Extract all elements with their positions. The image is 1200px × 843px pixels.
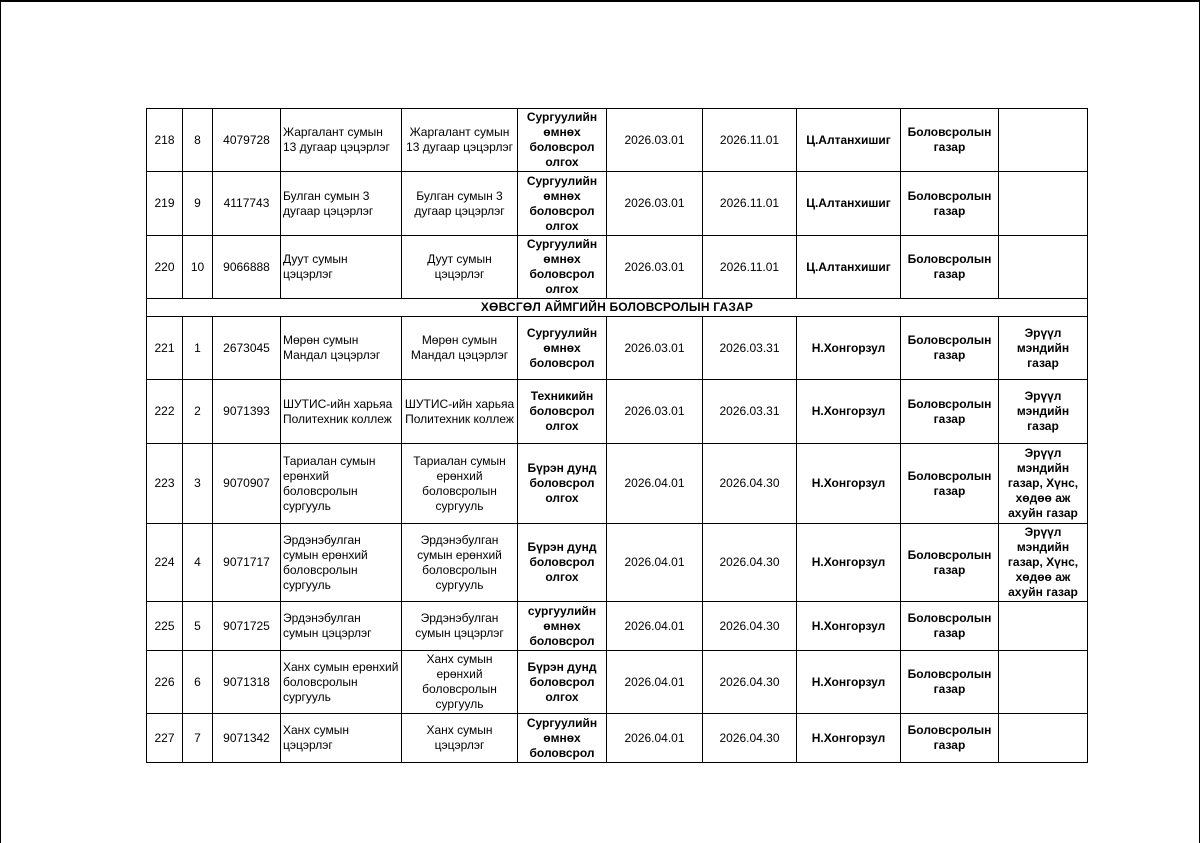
row-number-cell: 219 [147, 172, 183, 236]
organization-name-cell: Тариалан сумын ерөнхий боловсролын сургууль [281, 444, 402, 524]
table-row [147, 172, 1088, 236]
table-row [147, 714, 1088, 763]
registry-number-cell: 9070907 [213, 444, 281, 524]
organization-name-alt-cell: Тариалан сумын ерөнхий боловсролын сургууль [402, 444, 518, 524]
responsible-person-cell: Н.Хонгорзул [797, 524, 901, 602]
section-title: ХӨВСГӨЛ АЙМГИЙН БОЛОВСРОЛЫН ГАЗАР [147, 299, 1088, 317]
responsible-org-cell: Боловсролын газар [901, 172, 999, 236]
activity-type-cell: Бүрэн дунд боловсрол олгох [518, 651, 607, 714]
section-header [147, 299, 1088, 317]
organization-name-cell: Булган сумын 3 дугаар цэцэрлэг [281, 172, 402, 236]
partner-orgs-cell [999, 602, 1088, 651]
table-row [147, 236, 1088, 299]
responsible-person-cell: Н.Хонгорзул [797, 714, 901, 763]
registry-number-cell: 9066888 [213, 236, 281, 299]
row-number-cell: 227 [147, 714, 183, 763]
table-row [147, 317, 1088, 380]
organization-name-alt-cell: ШУТИС-ийн харьяа Политехник коллеж [402, 380, 518, 444]
row-number-cell: 223 [147, 444, 183, 524]
start-date-cell: 2026.04.01 [607, 602, 703, 651]
organization-name-cell: Жаргалант сумын 13 дугаар цэцэрлэг [281, 109, 402, 172]
responsible-org-cell: Боловсролын газар [901, 444, 999, 524]
sub-index-cell: 9 [183, 172, 213, 236]
partner-orgs-cell [999, 109, 1088, 172]
table-row [147, 109, 1088, 172]
responsible-org-cell: Боловсролын газар [901, 317, 999, 380]
organization-name-cell: Эрдэнэбулган сумын ерөнхий боловсролын сургууль [281, 524, 402, 602]
organization-name-alt-cell: Жаргалант сумын 13 дугаар цэцэрлэг [402, 109, 518, 172]
sub-index-cell: 1 [183, 317, 213, 380]
partner-orgs-cell [999, 651, 1088, 714]
registry-number-cell: 9071393 [213, 380, 281, 444]
partner-orgs-cell: Эрүүл мэндийн газар [999, 317, 1088, 380]
activity-type-cell: Бүрэн дунд боловсрол олгох [518, 524, 607, 602]
table-row [147, 524, 1088, 602]
end-date-cell: 2026.03.31 [703, 317, 797, 380]
organization-name-cell: Дуут сумын цэцэрлэг [281, 236, 402, 299]
inspection-schedule-table [146, 108, 1088, 763]
sub-index-cell: 2 [183, 380, 213, 444]
sub-index-cell: 10 [183, 236, 213, 299]
start-date-cell: 2026.04.01 [607, 444, 703, 524]
organization-name-alt-cell: Эрдэнэбулган сумын цэцэрлэг [402, 602, 518, 651]
sub-index-cell: 5 [183, 602, 213, 651]
registry-number-cell: 9071717 [213, 524, 281, 602]
registry-number-cell: 9071725 [213, 602, 281, 651]
sub-index-cell: 8 [183, 109, 213, 172]
activity-type-cell: Сургуулийн өмнөх боловсрол олгох [518, 172, 607, 236]
organization-name-alt-cell: Мөрөн сумын Мандал цэцэрлэг [402, 317, 518, 380]
activity-type-cell: Сургуулийн өмнөх боловсрол [518, 714, 607, 763]
activity-type-cell: Сургуулийн өмнөх боловсрол олгох [518, 236, 607, 299]
activity-type-cell: Техникийн боловсрол олгох [518, 380, 607, 444]
rows-after-section [147, 317, 1088, 763]
responsible-person-cell: Н.Хонгорзул [797, 444, 901, 524]
organization-name-cell: Ханх сумын ерөнхий боловсролын сургууль [281, 651, 402, 714]
row-number-cell: 226 [147, 651, 183, 714]
responsible-org-cell: Боловсролын газар [901, 602, 999, 651]
sub-index-cell: 6 [183, 651, 213, 714]
partner-orgs-cell: Эрүүл мэндийн газар, Хүнс, хөдөө аж ахуйн газар [999, 444, 1088, 524]
activity-type-cell: Сургуулийн өмнөх боловсрол олгох [518, 109, 607, 172]
responsible-person-cell: Н.Хонгорзул [797, 602, 901, 651]
partner-orgs-cell [999, 714, 1088, 763]
responsible-org-cell: Боловсролын газар [901, 714, 999, 763]
table-row [147, 651, 1088, 714]
activity-type-cell: Бүрэн дунд боловсрол олгох [518, 444, 607, 524]
sub-index-cell: 4 [183, 524, 213, 602]
organization-name-alt-cell: Ханх сумын цэцэрлэг [402, 714, 518, 763]
activity-type-cell: сургуулийн өмнөх боловсрол [518, 602, 607, 651]
organization-name-alt-cell: Эрдэнэбулган сумын ерөнхий боловсролын сургууль [402, 524, 518, 602]
responsible-person-cell: Ц.Алтанхишиг [797, 172, 901, 236]
organization-name-cell: Мөрөн сумын Мандал цэцэрлэг [281, 317, 402, 380]
start-date-cell: 2026.03.01 [607, 317, 703, 380]
start-date-cell: 2026.03.01 [607, 380, 703, 444]
start-date-cell: 2026.03.01 [607, 109, 703, 172]
end-date-cell: 2026.03.31 [703, 380, 797, 444]
responsible-person-cell: Ц.Алтанхишиг [797, 109, 901, 172]
row-number-cell: 221 [147, 317, 183, 380]
end-date-cell: 2026.04.30 [703, 651, 797, 714]
sub-index-cell: 7 [183, 714, 213, 763]
registry-number-cell: 9071342 [213, 714, 281, 763]
organization-name-alt-cell: Булган сумын 3 дугаар цэцэрлэг [402, 172, 518, 236]
responsible-org-cell: Боловсролын газар [901, 651, 999, 714]
registry-number-cell: 4079728 [213, 109, 281, 172]
organization-name-alt-cell: Ханх сумын ерөнхий боловсролын сургууль [402, 651, 518, 714]
responsible-org-cell: Боловсролын газар [901, 236, 999, 299]
end-date-cell: 2026.04.30 [703, 602, 797, 651]
row-number-cell: 222 [147, 380, 183, 444]
responsible-org-cell: Боловсролын газар [901, 524, 999, 602]
organization-name-alt-cell: Дуут сумын цэцэрлэг [402, 236, 518, 299]
partner-orgs-cell: Эрүүл мэндийн газар, Хүнс, хөдөө аж ахуйн газар [999, 524, 1088, 602]
start-date-cell: 2026.03.01 [607, 172, 703, 236]
responsible-org-cell: Боловсролын газар [901, 380, 999, 444]
start-date-cell: 2026.04.01 [607, 714, 703, 763]
organization-name-cell: Ханх сумын цэцэрлэг [281, 714, 402, 763]
end-date-cell: 2026.04.30 [703, 444, 797, 524]
end-date-cell: 2026.11.01 [703, 172, 797, 236]
responsible-person-cell: Н.Хонгорзул [797, 651, 901, 714]
responsible-person-cell: Ц.Алтанхишиг [797, 236, 901, 299]
table-row [147, 444, 1088, 524]
partner-orgs-cell: Эрүүл мэндийн газар [999, 380, 1088, 444]
responsible-person-cell: Н.Хонгорзул [797, 380, 901, 444]
end-date-cell: 2026.04.30 [703, 714, 797, 763]
organization-name-cell: Эрдэнэбулган сумын цэцэрлэг [281, 602, 402, 651]
responsible-person-cell: Н.Хонгорзул [797, 317, 901, 380]
end-date-cell: 2026.11.01 [703, 236, 797, 299]
activity-type-cell: Сургуулийн өмнөх боловсрол [518, 317, 607, 380]
organization-name-cell: ШУТИС-ийн харьяа Политехник коллеж [281, 380, 402, 444]
table-row [147, 380, 1088, 444]
partner-orgs-cell [999, 172, 1088, 236]
row-number-cell: 218 [147, 109, 183, 172]
responsible-org-cell: Боловсролын газар [901, 109, 999, 172]
registry-number-cell: 9071318 [213, 651, 281, 714]
registry-number-cell: 2673045 [213, 317, 281, 380]
start-date-cell: 2026.04.01 [607, 524, 703, 602]
rows-before-section [147, 109, 1088, 299]
row-number-cell: 220 [147, 236, 183, 299]
partner-orgs-cell [999, 236, 1088, 299]
registry-number-cell: 4117743 [213, 172, 281, 236]
row-number-cell: 225 [147, 602, 183, 651]
end-date-cell: 2026.11.01 [703, 109, 797, 172]
start-date-cell: 2026.04.01 [607, 651, 703, 714]
end-date-cell: 2026.04.30 [703, 524, 797, 602]
row-number-cell: 224 [147, 524, 183, 602]
sub-index-cell: 3 [183, 444, 213, 524]
start-date-cell: 2026.03.01 [607, 236, 703, 299]
table-row [147, 602, 1088, 651]
